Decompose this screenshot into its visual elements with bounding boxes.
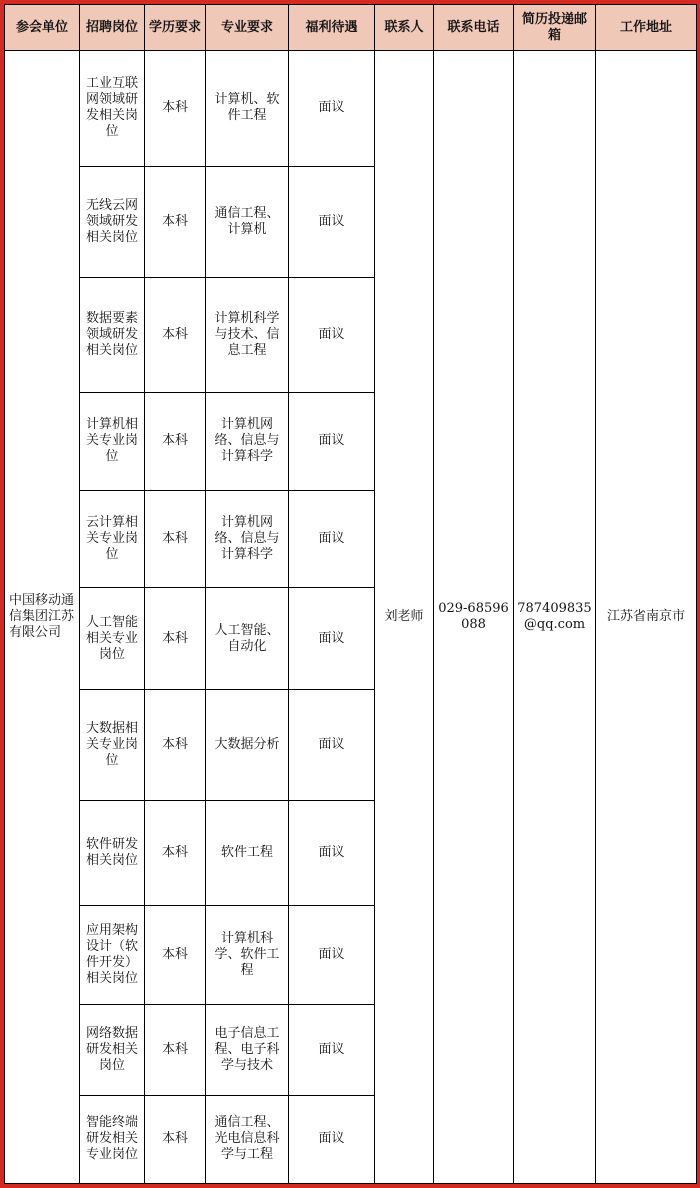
position-cell: 人工智能相关专业岗位 — [80, 588, 145, 690]
major-cell: 软件工程 — [206, 800, 289, 905]
header-contact: 联系人 — [375, 5, 434, 51]
position-cell: 网络数据研发相关岗位 — [80, 1004, 145, 1095]
benefit-cell: 面议 — [289, 51, 375, 167]
position-cell: 数据要素领域研发相关岗位 — [80, 277, 145, 392]
major-cell: 计算机网络、信息与计算科学 — [206, 392, 289, 490]
header-education: 学历要求 — [145, 5, 206, 51]
major-cell: 通信工程、光电信息科学与工程 — [206, 1095, 289, 1183]
header-position: 招聘岗位 — [80, 5, 145, 51]
position-cell: 计算机相关专业岗位 — [80, 392, 145, 490]
benefit-cell: 面议 — [289, 490, 375, 587]
benefit-cell: 面议 — [289, 1095, 375, 1183]
education-cell: 本科 — [145, 166, 206, 277]
header-address: 工作地址 — [596, 5, 697, 51]
benefit-cell: 面议 — [289, 906, 375, 1004]
position-cell: 智能终端研发相关专业岗位 — [80, 1095, 145, 1183]
education-cell: 本科 — [145, 392, 206, 490]
benefit-cell: 面议 — [289, 392, 375, 490]
position-cell: 软件研发相关岗位 — [80, 800, 145, 905]
education-cell: 本科 — [145, 800, 206, 905]
major-cell: 大数据分析 — [206, 690, 289, 800]
benefit-cell: 面议 — [289, 277, 375, 392]
education-cell: 本科 — [145, 490, 206, 587]
header-benefit: 福利待遇 — [289, 5, 375, 51]
major-cell: 人工智能、自动化 — [206, 588, 289, 690]
position-cell: 工业互联网领域研发相关岗位 — [80, 51, 145, 167]
benefit-cell: 面议 — [289, 690, 375, 800]
benefit-cell: 面议 — [289, 588, 375, 690]
major-cell: 电子信息工程、电子科学与技术 — [206, 1004, 289, 1095]
major-cell: 通信工程、计算机 — [206, 166, 289, 277]
address-cell: 江苏省南京市 — [596, 51, 697, 1184]
major-cell: 计算机、软件工程 — [206, 51, 289, 167]
education-cell: 本科 — [145, 690, 206, 800]
benefit-cell: 面议 — [289, 166, 375, 277]
header-phone: 联系电话 — [434, 5, 514, 51]
education-cell: 本科 — [145, 1095, 206, 1183]
recruitment-table — [4, 4, 697, 1184]
benefit-cell: 面议 — [289, 1004, 375, 1095]
table-row — [5, 51, 697, 167]
position-cell: 无线云网领域研发相关岗位 — [80, 166, 145, 277]
phone-cell: 029-68596088 — [434, 51, 514, 1184]
education-cell: 本科 — [145, 1004, 206, 1095]
education-cell: 本科 — [145, 51, 206, 167]
education-cell: 本科 — [145, 277, 206, 392]
major-cell: 计算机网络、信息与计算科学 — [206, 490, 289, 587]
benefit-cell: 面议 — [289, 800, 375, 905]
company-cell: 中国移动通信集团江苏有限公司 — [5, 51, 80, 1184]
education-cell: 本科 — [145, 588, 206, 690]
header-email: 简历投递邮箱 — [514, 5, 596, 51]
contact-cell: 刘老师 — [375, 51, 434, 1184]
position-cell: 应用架构设计（软件开发）相关岗位 — [80, 906, 145, 1004]
email-cell: 787409835@qq.com — [514, 51, 596, 1184]
header-row — [5, 5, 697, 51]
position-cell: 大数据相关专业岗位 — [80, 690, 145, 800]
major-cell: 计算机科学与技术、信息工程 — [206, 277, 289, 392]
position-cell: 云计算相关专业岗位 — [80, 490, 145, 587]
education-cell: 本科 — [145, 906, 206, 1004]
header-company: 参会单位 — [5, 5, 80, 51]
major-cell: 计算机科学、软件工程 — [206, 906, 289, 1004]
header-major: 专业要求 — [206, 5, 289, 51]
